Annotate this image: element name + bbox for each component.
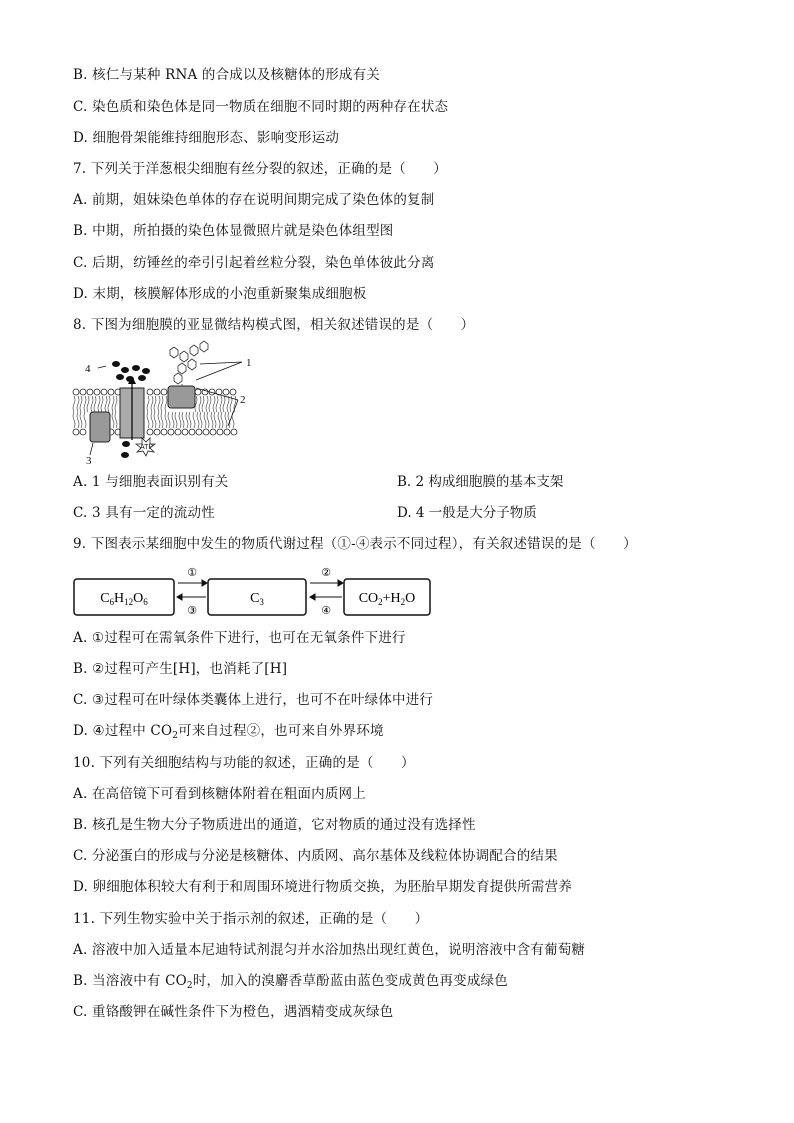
co2-h2o-label: $CO_2+H_2O$ xyxy=(358,591,416,607)
q8-option-d: D. 4 一般是大分子物质 xyxy=(397,505,537,521)
label-2: 2 xyxy=(240,394,246,406)
q9-option-c: C. ③过程可在叶绿体类囊体上进行，也可不在叶绿体中进行 xyxy=(73,692,434,708)
q9-option-a: A. ①过程可在需氧条件下进行，也可在无氧条件下进行 xyxy=(73,630,406,646)
q10-stem: 10. 下列有关细胞结构与功能的叙述，正确的是（ ） xyxy=(73,755,415,771)
q8-stem: 8. 下图为细胞膜的亚显微结构模式图，相关叙述错误的是（ ） xyxy=(73,317,475,333)
q8-option-c: C. 3 具有一定的流动性 xyxy=(73,505,215,521)
q7-option-a: A. 前期，姐妹染色单体的存在说明间期完成了染色体的复制 xyxy=(73,192,435,208)
q11-option-c: C. 重铬酸钾在碱性条件下为橙色，遇酒精变成灰绿色 xyxy=(73,1004,394,1020)
process-1-label: ① xyxy=(187,566,197,579)
q11-option-b: B. 当溶液中有 $CO_2$时，加入的溴麝香草酚蓝由蓝色变成黄色再变成绿色 xyxy=(73,973,508,991)
c3-label: $C_3$ xyxy=(250,591,264,607)
label-3: 3 xyxy=(86,455,92,465)
glycoprotein xyxy=(168,386,195,408)
process-3-label: ③ xyxy=(187,604,197,617)
q7-stem: 7. 下列关于洋葱根尖细胞有丝分裂的叙述，正确的是（ ） xyxy=(73,161,447,177)
label-4: 4 xyxy=(85,363,91,375)
q6-option-d: D. 细胞骨架能维持细胞形态、影响变形运动 xyxy=(73,130,340,146)
q8-option-b: B. 2 构成细胞膜的基本支架 xyxy=(397,474,564,490)
q11-stem: 11. 下列生物实验中关于指示剂的叙述，正确的是（ ） xyxy=(73,911,429,927)
label-1: 1 xyxy=(246,357,252,369)
channel-protein-right xyxy=(132,388,144,438)
glucose-label: $C_6H_{12}O_6$ xyxy=(100,591,148,607)
q6-option-c: C. 染色质和染色体是同一物质在细胞不同时期的两种存在状态 xyxy=(73,99,449,115)
cell-membrane-diagram xyxy=(70,340,270,465)
channel-protein-left xyxy=(120,388,132,438)
q10-option-c: C. 分泌蛋白的形成与分泌是核糖体、内质网、高尔基体及线粒体协调配合的结果 xyxy=(73,848,558,864)
q7-option-d: D. 末期，核膜解体形成的小泡重新聚集成细胞板 xyxy=(73,286,367,302)
q6-option-b: B. 核仁与某种 RNA 的合成以及核糖体的形成有关 xyxy=(73,67,381,83)
q10-option-b: B. 核孔是生物大分子物质进出的通道，它对物质的通过没有选择性 xyxy=(73,817,476,833)
q7-option-c: C. 后期，纺锤丝的牵引引起着丝粒分裂，染色单体彼此分离 xyxy=(73,255,435,271)
q7-option-b: B. 中期，所拍摄的染色体显微照片就是染色体组型图 xyxy=(73,223,394,239)
q9-option-d: D. ④过程中 $CO_2$可来自过程②，也可来自外界环境 xyxy=(73,723,384,741)
peripheral-protein-3 xyxy=(90,412,110,442)
q9-stem: 9. 下图表示某细胞中发生的物质代谢过程（①-④表示不同过程），有关叙述错误的是（ ） xyxy=(73,536,637,552)
q11-option-a: A. 溶液中加入适量本尼迪特试剂混匀并水浴加热出现红黄色，说明溶液中含有葡萄糖 xyxy=(73,942,586,958)
q10-option-a: A. 在高倍镜下可看到核糖体附着在粗面内质网上 xyxy=(73,786,366,802)
metabolism-flow-diagram xyxy=(72,565,432,621)
q9-option-b: B. ②过程可产生[H]，也消耗了[H] xyxy=(73,661,288,677)
q10-option-d: D. 卵细胞体积较大有利于和周围环境进行物质交换，为胚胎早期发育提供所需营养 xyxy=(73,879,573,895)
process-4-label: ④ xyxy=(321,604,331,617)
atp-label: ATP xyxy=(140,444,154,451)
process-2-label: ② xyxy=(321,566,331,579)
q8-option-a: A. 1 与细胞表面识别有关 xyxy=(73,474,229,490)
